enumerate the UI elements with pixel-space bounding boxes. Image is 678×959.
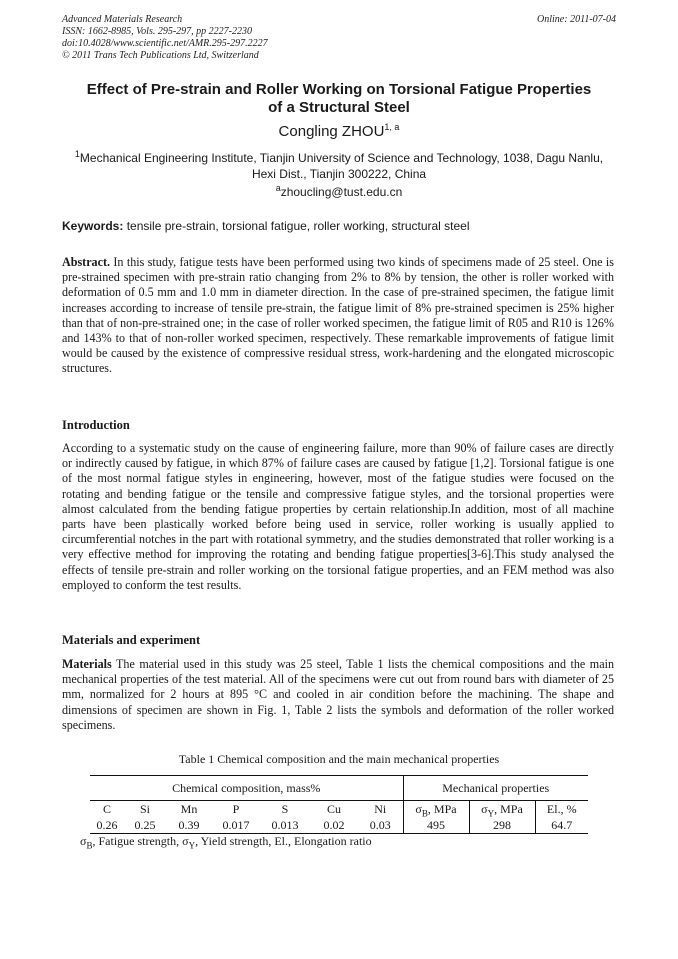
chem-value-cell: 0.25 — [124, 817, 166, 834]
abstract-text: In this study, fatigue tests have been performed using two kinds of specimens made of 25 steel. One is pre-strained specimen with pre-strain ratio changing from 2% to 8% by tension, the other is roller worked with deformation of 0.5 mm and 1.0 mm in diameter direction. In the case of pre-strained specimen, the fatigue limit increases according to increase of tensile pre-strain, the fatigue limit of 8% pre-strained specimen is 25% higher than that of non-pre-strained one; in the case of roller worked specimen, the fatigue limit of R05 and R10 is 126% and 143% to that of non-roller worked specimen, respectively. These remarkable improvements of fatigue limit would be caused by the existence of compressive residual stress, work-hardening and the elongated microscopic structures. — [62, 255, 614, 376]
table-note: $\sigma_B$, Fatigue strength, $\sigma_Y$, Yield strength, El., Elongation ratio — [80, 834, 372, 851]
materials-label: Materials — [62, 657, 112, 671]
doi-line: doi:10.4028/www.scientific.net/AMR.295-297.2227 — [62, 38, 268, 49]
journal-header — [62, 14, 616, 62]
affiliation-line-2: Hexi Dist., Tianjin 300222, China — [251, 167, 427, 181]
issn-line: ISSN: 1662-8985, Vols. 295-297, pp 2227-2230 — [62, 26, 252, 37]
keywords — [62, 219, 616, 233]
chem-value-cell: 0.013 — [260, 817, 310, 834]
affiliation-line-1: Mechanical Engineering Institute, Tianjin University of Science and Technology, 1038, Dagu Nanlu, — [79, 151, 604, 165]
introduction-text: According to a systematic study on the cause of engineering failure, more than 90% of failure cases are directly or indirectly caused by fatigue, in which 87% of failure cases are caused by fatigue [1,2]. Torsional fatigue is one of the most normal fatigue styles in engineering, however, most of the fatigue studies were focused on the rotating and bending fatigue or the tensile and compressive fatigue styles, and the torsional properties were almost calculated from the bending fatigue properties by certain relationship.In addition, most of all machine parts have been plastically worked before being used in service, roller working is usually applied to circumferential notches in the part with rotational symmetry, and the studies demonstrated that roller working is a very effective method for improving the rotating and bending fatigue properties[3-6].This study analysed the effects of tensile pre-strain and roller working on the torsional fatigue properties, and an FEM method was also employed to conform the test results. — [62, 441, 614, 592]
chem-symbol-cell: Si — [124, 801, 166, 818]
chem-group-header: Chemical composition, mass% — [90, 776, 403, 801]
mech-group-header: Mechanical properties — [403, 776, 588, 801]
chem-symbol-cell: Cu — [310, 801, 358, 818]
chem-symbol-cell: C — [90, 801, 124, 818]
chem-symbol-cell: Ni — [358, 801, 403, 818]
mech-value-cell: 495 — [403, 817, 469, 834]
email-sup: a — [275, 183, 281, 193]
abstract — [62, 255, 614, 377]
author-sup: 1, a — [384, 122, 400, 132]
author-line — [62, 123, 616, 140]
affiliation-sup: 1 — [74, 149, 80, 159]
chem-symbol-cell: P — [212, 801, 260, 818]
keywords-text: tensile pre-strain, torsional fatigue, roller working, structural steel — [126, 219, 470, 233]
chem-value-cell: 0.017 — [212, 817, 260, 834]
email-address[interactable]: zhoucling@tust.edu.cn — [280, 185, 403, 199]
mech-header-cell: El., % — [535, 801, 588, 818]
introduction-heading: Introduction — [62, 418, 130, 432]
chem-value-cell: 0.39 — [166, 817, 212, 834]
materials-text: The material used in this study was 25 steel, Table 1 lists the chemical compositions and the main mechanical properties of the test material. All of the specimens were cut out from round bars with diameter of 25 mm, normalized for 2 hours at 895 °C and cooled in air condition before the machining. The shape and dimensions of specimen are shown in Fig. 1, Table 2 lists the symbols and deformation of the roller worked specimens. — [62, 657, 614, 732]
chem-value-cell: 0.03 — [358, 817, 403, 834]
chem-value-cell: 0.26 — [90, 817, 124, 834]
chem-value-cell: 0.02 — [310, 817, 358, 834]
title-line-1: Effect of Pre-strain and Roller Working on Torsional Fatigue Properties — [86, 81, 592, 98]
composition-table — [90, 775, 588, 834]
online-date: Online: 2011-07-04 — [537, 14, 616, 25]
author-name: Congling ZHOU — [278, 123, 385, 140]
chem-symbol-cell: Mn — [166, 801, 212, 818]
title-line-2: of a Structural Steel — [268, 99, 410, 116]
materials-heading: Materials and experiment — [62, 633, 201, 647]
keywords-label: Keywords: — [62, 219, 124, 233]
mech-value-cell: 64.7 — [535, 817, 588, 834]
mech-value-cell: 298 — [469, 817, 535, 834]
mech-header-cell: $\sigma_B$, MPa — [403, 801, 469, 818]
abstract-label: Abstract. — [62, 255, 111, 269]
copyright-line: © 2011 Trans Tech Publications Ltd, Switzerland — [62, 50, 259, 61]
paper-title — [62, 81, 616, 117]
table-caption: Table 1 Chemical composition and the main mechanical properties — [178, 752, 500, 766]
journal-name: Advanced Materials Research — [62, 14, 183, 25]
affiliation — [62, 150, 616, 182]
chem-symbol-cell: S — [260, 801, 310, 818]
materials-paragraph — [62, 657, 614, 733]
mech-header-cell: $\sigma_Y$, MPa — [469, 801, 535, 818]
email-line — [62, 185, 616, 199]
